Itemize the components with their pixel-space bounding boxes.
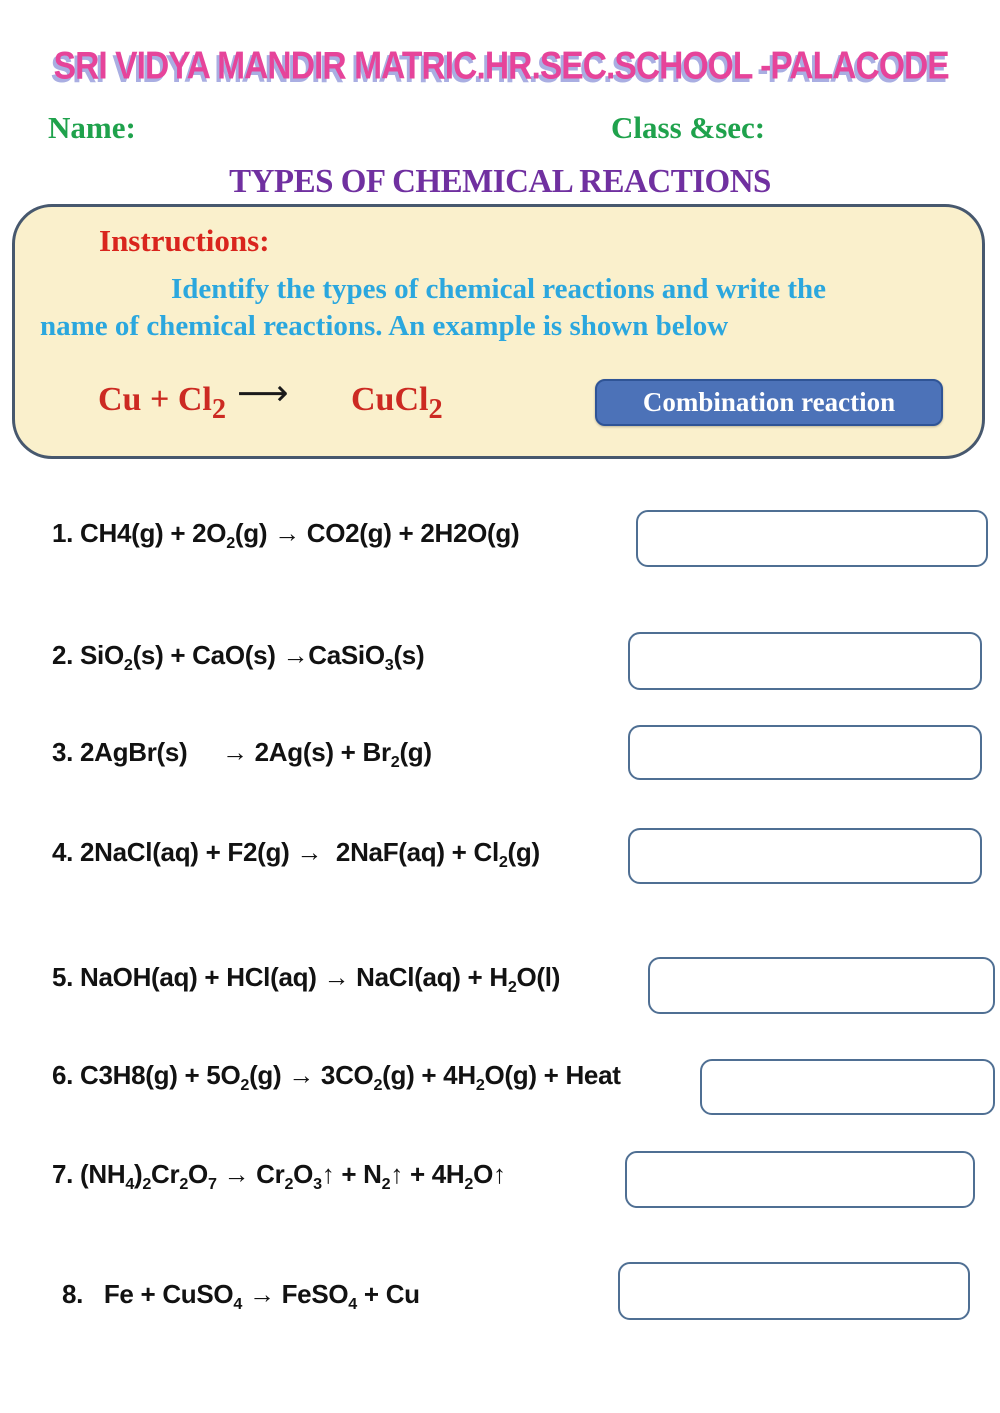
name-label: Name: (48, 110, 136, 145)
reaction-arrow-icon: ⟶ (237, 373, 287, 414)
instructions-line-1: Identify the types of chemical reactions and write the (170, 273, 827, 305)
question-8-text: 8. Fe + CuSO$_4$ → FeSO$_4$ + Cu (62, 1279, 420, 1314)
example-product: CuCl$_2$ (351, 381, 443, 425)
example-answer-button: Combination reaction (595, 379, 943, 426)
class-section-label: Class &sec: (611, 110, 766, 145)
answer-input-4[interactable] (628, 828, 982, 884)
answer-input-8[interactable] (618, 1262, 970, 1320)
instructions-line-2: name of chemical reactions. An example is shown below (40, 310, 729, 342)
answer-input-1[interactable] (636, 510, 988, 567)
answer-input-6[interactable] (700, 1059, 995, 1115)
example-reactants: $Cu + Cl_2$ (98, 381, 227, 425)
question-2-text: 2. SiO$_2$(s) + CaO(s) →CaSiO$_3$(s) (52, 640, 425, 675)
answer-input-7[interactable] (625, 1151, 975, 1208)
answer-input-3[interactable] (628, 725, 982, 780)
instructions-heading: Instructions: (99, 223, 270, 258)
question-4-text: 4. 2NaCl(aq) + $F2(g) \to 2NaF(aq) + Cl_2(g)$ (52, 837, 540, 872)
school-header: SRI VIDYA MANDIR MATRIC.HR.SEC.SCHOOL -PALACODE (53, 44, 949, 88)
page-title: TYPES OF CHEMICAL REACTIONS (229, 163, 771, 200)
answer-input-5[interactable] (648, 957, 995, 1014)
question-6-text: 6. $C3H8(g) + 5O_2(g) \to 3CO_2(g) + 4H_2O(g)$ + Heat (52, 1060, 621, 1095)
question-7-text: 7. $(NH_4)_2Cr_2O_7$ → $Cr_2O_3↑$ + $N_2↑$ + $4H_2O↑$ (52, 1159, 506, 1194)
answer-input-2[interactable] (628, 632, 982, 690)
question-5-text: 5. NaOH(aq) + HCl(aq) → NaCl(aq) + $H_2O(l)$ (52, 962, 561, 997)
name-class-row (0, 110, 1000, 150)
question-3-text: 3. 2AgBr(s) → $2Ag(s) + Br_2(g)$ (52, 737, 432, 772)
question-1-text: 1. $CH4(g) + 2O_2(g) \to CO2(g) + 2H2O(g)$ (52, 518, 520, 553)
instructions-panel (12, 204, 985, 459)
